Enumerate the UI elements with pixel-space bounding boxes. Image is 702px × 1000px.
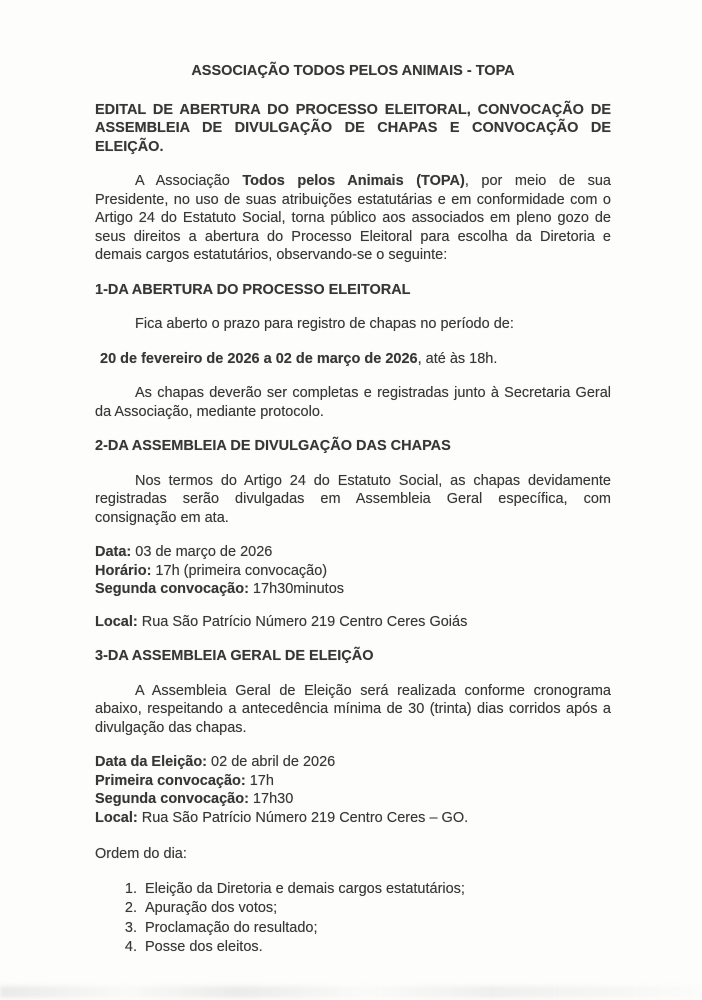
field-time	[95, 562, 611, 581]
section2-paragraph1: Nos termos do Artigo 24 do Estatuto Social, as chapas devidamente registradas serão divulgadas em Assembleia Geral específica, com consignação em ata.	[95, 472, 611, 526]
field-election-location	[95, 809, 611, 828]
document-title: ASSOCIAÇÃO TODOS PELOS ANIMAIS - TOPA	[191, 63, 515, 79]
section1-paragraph2: As chapas deverão ser completas e registradas junto à Secretaria Geral da Associação, mediante protocolo.	[95, 385, 611, 420]
agenda-label: Ordem do dia:	[95, 846, 187, 862]
assembly-location-block	[95, 613, 611, 632]
field-election-date-value: 02 de abril de 2026	[207, 754, 336, 770]
field-time-value: 17h (primeira convocação)	[151, 562, 328, 579]
field-second-call-election-value: 17h30	[248, 791, 294, 807]
intro-text-pre: A Associação	[135, 173, 243, 189]
field-second-call	[95, 580, 611, 599]
field-first-call-value: 17h	[245, 772, 274, 789]
field-time-label: Horário:	[95, 562, 152, 579]
section3-paragraph1: A Assembleia Geral de Eleição será realizada conforme cronograma abaixo, respeitando a antecedência mínima de 30 (trinta) dias corridos após a divulgação das chapas.	[95, 682, 611, 736]
election-info-block	[95, 753, 611, 827]
field-date-value: 03 de março de 2026	[131, 544, 273, 560]
intro-text-post: , por meio de sua Presidente, no uso de suas atribuições estatutárias e em conformidade com o Artigo 24 do Estatuto Social, torna público aos associados em pleno gozo de seus direitos a abertura do Processo Eleitoral para escolha da Diretoria e demais cargos estatutários, observando-se o seguinte:	[95, 173, 611, 263]
field-second-call-label: Segunda convocação:	[95, 581, 249, 597]
agenda-item: 2. Apuração dos votos;	[141, 899, 611, 918]
field-location-label: Local:	[95, 613, 138, 630]
scan-noise-band	[0, 986, 702, 998]
intro-paragraph	[95, 172, 611, 265]
field-election-date	[95, 753, 611, 772]
agenda-item: 4. Posse dos eleitos.	[141, 938, 611, 957]
registration-period-time: , até às 18h.	[417, 350, 498, 367]
field-date-label: Data:	[95, 544, 132, 560]
field-first-call	[95, 772, 611, 791]
section2-heading: 2-DA ASSEMBLEIA DE DIVULGAÇÃO DAS CHAPAS	[95, 438, 451, 454]
field-location	[95, 613, 611, 632]
field-election-date-label: Data da Eleição:	[95, 754, 208, 770]
field-second-call-election-label: Segunda convocação:	[95, 791, 249, 807]
assembly-info-block	[95, 543, 611, 599]
field-election-location-label: Local:	[95, 809, 138, 826]
field-second-call-election	[95, 790, 611, 809]
agenda-list	[95, 880, 611, 957]
section3-heading: 3-DA ASSEMBLEIA GERAL DE ELEIÇÃO	[95, 648, 374, 664]
field-date	[95, 543, 611, 562]
document-subtitle: EDITAL DE ABERTURA DO PROCESSO ELEITORAL, CONVOCAÇÃO DE ASSEMBLEIA DE DIVULGAÇÃO DE CHAPAS E CONVOCAÇÃO DE ELEIÇÃO.	[95, 101, 611, 155]
field-location-value: Rua São Patrício Número 219 Centro Ceres Goiás	[137, 613, 468, 630]
agenda-item: 3. Proclamação do resultado;	[141, 919, 611, 938]
agenda-item: 1. Eleição da Diretoria e demais cargos estatutários;	[141, 880, 611, 899]
field-first-call-label: Primeira convocação:	[95, 772, 246, 789]
registration-period-dates: 20 de fevereiro de 2026 a 02 de março de 2026	[100, 350, 418, 367]
field-second-call-value: 17h30minutos	[248, 581, 345, 597]
intro-association-name: Todos pelos Animais (TOPA)	[242, 173, 465, 189]
registration-period-line	[95, 350, 611, 369]
document-body	[95, 62, 611, 958]
section1-paragraph1: Fica aberto o prazo para registro de chapas no período de:	[135, 316, 514, 332]
field-election-location-value: Rua São Patrício Número 219 Centro Ceres – GO.	[137, 809, 469, 826]
section1-heading: 1-DA ABERTURA DO PROCESSO ELEITORAL	[95, 281, 411, 298]
